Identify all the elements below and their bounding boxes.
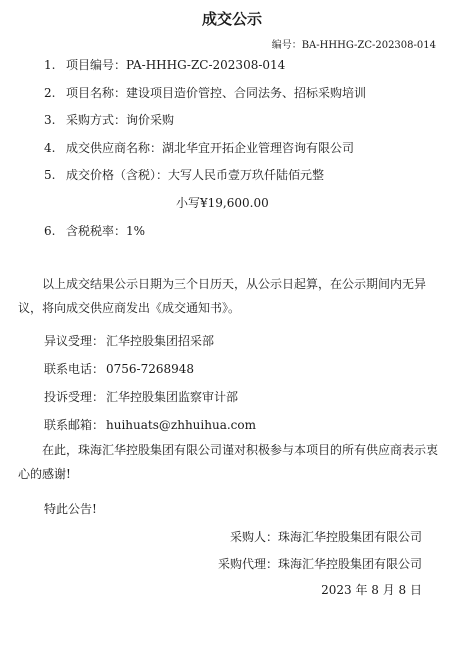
contact-label: 异议受理： <box>44 334 105 348</box>
item-text: 项目编号：PA-HHHG-ZC-202308-014 <box>66 58 286 72</box>
item-supplier-name <box>44 139 354 156</box>
contact-objection <box>44 332 214 349</box>
item-procurement-method <box>44 111 174 128</box>
item-text: 含税税率：1% <box>66 224 146 238</box>
contact-label: 投诉受理： <box>44 390 105 404</box>
item-text: 项目名称：建设项目造价管控、合同法务、招标采购培训 <box>66 86 367 100</box>
closing-statement: 特此公告! <box>44 502 97 516</box>
contact-value: 汇华控股集团监察审计部 <box>106 390 239 404</box>
contact-label: 联系邮箱： <box>44 418 105 432</box>
contact-phone <box>44 360 194 377</box>
item-text: 采购方式：询价采购 <box>66 113 175 127</box>
document-number: 编号：BA-HHHG-ZC-202308-014 <box>271 40 436 51</box>
contact-value: 汇华控股集团招采部 <box>106 334 215 348</box>
item-number: 3. <box>44 113 56 127</box>
signature-purchaser: 采购人：珠海汇华控股集团有限公司 <box>229 530 422 544</box>
thanks-paragraph: 在此，珠海汇华控股集团有限公司谨对积极参与本项目的所有供应商表示衷心的感谢! <box>18 443 439 481</box>
item-project-name <box>44 84 366 101</box>
item-number: 6. <box>44 224 56 238</box>
item-project-number <box>44 56 285 73</box>
contact-value[interactable]: huihuats@zhhuihua.com <box>106 418 256 432</box>
item-number: 5. <box>44 168 56 182</box>
contact-label: 联系电话： <box>44 362 105 376</box>
notice-paragraph: 以上成交结果公示日期为三个日历天，从公示日起算，在公示期间内无异议，将向成交供应商发出《成交通知书》。 <box>18 277 427 315</box>
page-title: 成交公示 <box>201 10 262 28</box>
signature-agent: 采购代理：珠海汇华控股集团有限公司 <box>217 557 422 571</box>
amount-in-figures: 小写¥19,600.00 <box>176 196 269 210</box>
item-number: 2. <box>44 86 56 100</box>
item-number: 1. <box>44 58 56 72</box>
contact-value: 0756-7268948 <box>106 362 195 376</box>
item-number: 4. <box>44 141 56 155</box>
item-text: 成交供应商名称：湖北华宜开拓企业管理咨询有限公司 <box>66 141 355 155</box>
contact-email <box>44 416 256 433</box>
item-tax-rate <box>44 222 145 239</box>
item-text: 成交价格（含税）：大写人民币壹万玖仟陆佰元整 <box>66 168 325 182</box>
signature-date: 2023 年 8 月 8 日 <box>321 583 422 597</box>
item-price <box>44 166 324 183</box>
contact-complaint <box>44 388 238 405</box>
